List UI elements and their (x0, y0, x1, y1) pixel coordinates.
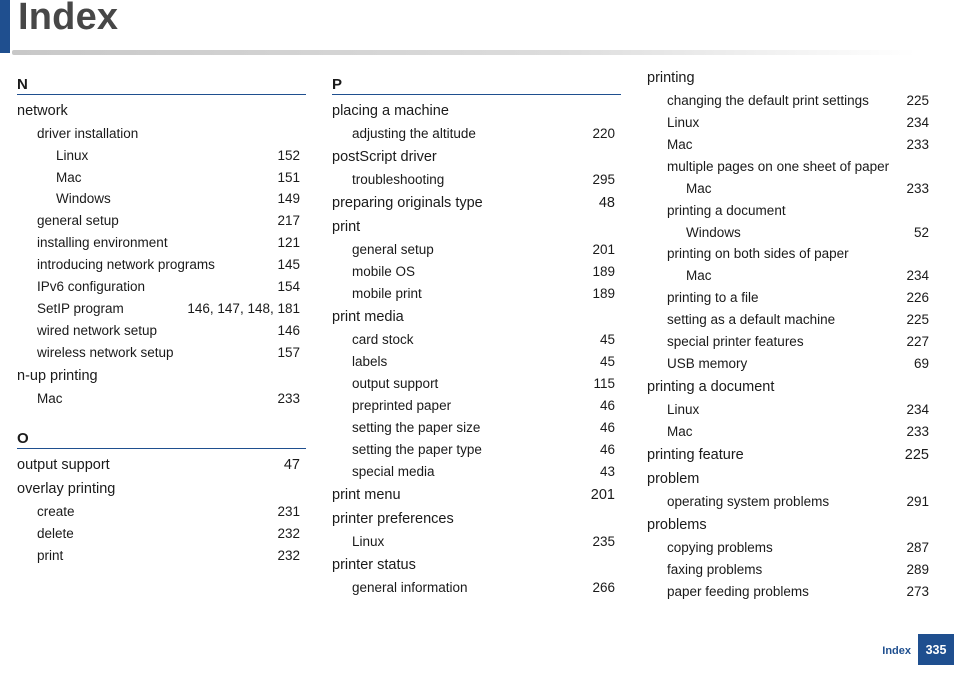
index-subentry (647, 156, 930, 178)
index-page-ref: 47 (283, 456, 300, 473)
index-page-ref: 146, 147, 148, 181 (187, 300, 300, 316)
index-term: printing a document (667, 202, 786, 218)
index-page-ref: 225 (906, 311, 929, 327)
index-term: faxing problems (667, 561, 763, 577)
index-page-ref: 289 (906, 561, 929, 577)
index-subentry (647, 421, 930, 443)
index-term: Mac (37, 390, 63, 406)
page-footer (882, 634, 954, 665)
index-term: mobile OS (352, 264, 416, 279)
index-subentry (647, 491, 930, 513)
index-entry (332, 305, 621, 329)
index-term: preparing originals type (332, 195, 483, 211)
index-subentry (332, 417, 621, 439)
index-term: paper feeding problems (667, 583, 809, 599)
index-page-ref: 151 (277, 169, 300, 185)
title-divider (12, 50, 916, 55)
index-page-ref: 217 (277, 212, 300, 228)
index-page-ref: 287 (906, 539, 929, 555)
index-subentry (17, 342, 306, 364)
index-term: Linux (56, 148, 89, 163)
index-entry (332, 553, 621, 577)
index-subentry (647, 581, 930, 603)
index-entry (17, 453, 306, 477)
index-entry (332, 191, 621, 215)
index-term: delete (37, 525, 74, 541)
index-letter-heading: P (332, 66, 621, 95)
index-page-ref: 225 (906, 93, 929, 108)
index-page-ref: 152 (277, 148, 300, 163)
index-page-ref: 232 (277, 547, 300, 563)
index-subentry (17, 210, 306, 232)
index-page-ref: 201 (590, 487, 615, 503)
page-title: Index (18, 0, 119, 38)
index-term: print (332, 219, 361, 235)
index-page-ref: 291 (906, 493, 929, 509)
index-page-ref: 43 (599, 464, 615, 479)
index-subentry (332, 373, 621, 395)
index-term: n-up printing (17, 367, 98, 384)
index-subentry (647, 222, 930, 244)
index-page-ref: 121 (277, 234, 300, 250)
index-page-ref: 45 (599, 332, 615, 347)
index-term: IPv6 configuration (37, 278, 146, 294)
index-term: postScript driver (332, 149, 437, 165)
index-subentry (332, 123, 621, 145)
index-subentry (17, 388, 306, 410)
index-term: Windows (56, 191, 111, 206)
index-subentry (332, 239, 621, 261)
index-term: print menu (332, 487, 401, 503)
index-term: card stock (352, 332, 414, 347)
index-subentry (332, 531, 621, 553)
index-subentry (647, 537, 930, 559)
index-page-ref: 266 (592, 580, 615, 595)
index-term: setting as a default machine (667, 311, 836, 327)
index-entry (332, 145, 621, 169)
index-subentry (332, 261, 621, 283)
index-term: print (37, 547, 64, 563)
index-page-ref: 233 (906, 137, 929, 152)
index-term: Mac (667, 423, 693, 439)
index-term: Linux (667, 115, 700, 130)
index-page-ref: 295 (592, 172, 615, 187)
index-entry (647, 66, 930, 90)
index-term: general setup (37, 212, 119, 228)
index-subentry (17, 167, 306, 189)
index-page-ref: 233 (906, 423, 929, 439)
index-term: Mac (56, 169, 82, 185)
index-term: mobile print (352, 286, 422, 301)
index-page-ref: 233 (906, 181, 929, 196)
index-term: introducing network programs (37, 256, 215, 272)
header-accent-bar (0, 0, 10, 53)
index-subentry (17, 545, 306, 567)
index-subentry (647, 287, 930, 309)
index-term: wired network setup (37, 322, 158, 338)
index-subentry (647, 265, 930, 287)
index-subentry (332, 351, 621, 373)
index-page-ref: 226 (906, 289, 929, 305)
index-subentry (647, 200, 930, 222)
footer-section-label: Index (882, 644, 911, 657)
index-subentry (17, 501, 306, 523)
index-page-ref: 146 (277, 322, 300, 338)
index-term: output support (17, 456, 110, 473)
index-term: general information (352, 580, 468, 595)
index-entry (17, 99, 306, 123)
index-page-ref: 234 (906, 401, 929, 417)
index-term: special media (352, 464, 435, 479)
index-term: special printer features (667, 333, 804, 349)
index-subentry (17, 320, 306, 342)
index-entry (332, 483, 621, 507)
index-entry (647, 443, 930, 467)
index-subentry (332, 439, 621, 461)
index-term: problem (647, 470, 700, 487)
index-term: print media (332, 309, 404, 325)
index-entry (332, 215, 621, 239)
index-term: network (17, 103, 68, 119)
index-entry (17, 364, 306, 388)
index-subentry (332, 461, 621, 483)
index-subentry (647, 309, 930, 331)
index-page-ref: 234 (906, 115, 929, 130)
index-term: Mac (667, 137, 693, 152)
index-subentry (332, 577, 621, 599)
index-page-ref: 201 (592, 242, 615, 257)
index-entry (332, 507, 621, 531)
index-page-ref: 189 (592, 264, 615, 279)
index-term: driver installation (37, 126, 139, 141)
index-column-1 (17, 66, 306, 567)
index-term: SetIP program (37, 300, 124, 316)
index-term: printing a document (647, 378, 775, 395)
index-page-ref: 231 (277, 503, 300, 519)
index-page-ref: 45 (599, 354, 615, 369)
index-subentry (647, 112, 930, 134)
index-term: printing to a file (667, 289, 759, 305)
index-subentry (332, 329, 621, 351)
index-entry (647, 375, 930, 399)
index-term: Mac (686, 268, 712, 283)
index-entry (17, 477, 306, 501)
index-term: Linux (667, 401, 700, 417)
index-page-ref: 232 (277, 525, 300, 541)
index-term: general setup (352, 242, 434, 257)
index-subentry (17, 254, 306, 276)
index-subentry (17, 123, 306, 145)
index-term: preprinted paper (352, 398, 452, 413)
index-subentry (17, 298, 306, 320)
index-page-ref: 46 (599, 420, 615, 435)
index-term: USB memory (667, 355, 748, 371)
index-entry (647, 467, 930, 491)
index-term: placing a machine (332, 103, 449, 119)
index-term: printing on both sides of paper (667, 246, 849, 261)
index-subentry (647, 243, 930, 265)
index-page-ref: 235 (592, 534, 615, 549)
index-column-3 (647, 66, 930, 603)
index-page-ref: 149 (277, 191, 300, 206)
index-page-ref: 69 (913, 355, 929, 371)
index-term: output support (352, 376, 439, 391)
index-term: wireless network setup (37, 344, 174, 360)
index-subentry (17, 232, 306, 254)
index-term: setting the paper type (352, 442, 482, 457)
page-number-badge: 335 (918, 634, 954, 665)
index-term: printing (647, 70, 695, 86)
index-page-ref: 233 (277, 390, 300, 406)
section-spacer (17, 410, 306, 420)
index-letter-heading: O (17, 420, 306, 449)
index-page-ref: 46 (599, 398, 615, 413)
index-term: installing environment (37, 234, 168, 250)
index-subentry (332, 395, 621, 417)
index-subentry (332, 283, 621, 305)
index-page-ref: 52 (913, 224, 929, 240)
index-term: problems (647, 516, 707, 533)
index-page-ref: 48 (598, 195, 615, 211)
index-subentry (647, 353, 930, 375)
index-term: printer preferences (332, 511, 454, 527)
index-term: troubleshooting (352, 172, 445, 187)
index-term: copying problems (667, 539, 773, 555)
index-subentry (647, 331, 930, 353)
index-subentry (17, 523, 306, 545)
index-page-ref: 157 (277, 344, 300, 360)
index-subentry (17, 145, 306, 167)
index-page-ref: 227 (906, 333, 929, 349)
index-term: adjusting the altitude (352, 126, 476, 141)
index-page-ref: 145 (277, 256, 300, 272)
index-page-ref: 225 (904, 446, 929, 463)
index-entry (647, 513, 930, 537)
index-subentry (647, 559, 930, 581)
index-entry (332, 99, 621, 123)
index-term: overlay printing (17, 480, 116, 497)
index-subentry (647, 178, 930, 200)
index-term: printer status (332, 557, 416, 573)
index-term: Windows (686, 224, 741, 240)
index-column-2 (332, 66, 621, 599)
index-subentry (647, 399, 930, 421)
index-subentry (647, 134, 930, 156)
index-subentry (332, 169, 621, 191)
index-subentry (647, 90, 930, 112)
index-letter-heading: N (17, 66, 306, 95)
index-subentry (17, 188, 306, 210)
index-term: labels (352, 354, 388, 369)
index-page-ref: 273 (906, 583, 929, 599)
index-term: Mac (686, 181, 712, 196)
index-term: multiple pages on one sheet of paper (667, 159, 890, 174)
index-term: create (37, 503, 75, 519)
index-page-ref: 220 (592, 126, 615, 141)
index-page-ref: 46 (599, 442, 615, 457)
index-page-ref: 189 (592, 286, 615, 301)
index-page-ref: 154 (277, 278, 300, 294)
index-term: changing the default print settings (667, 93, 869, 108)
index-term: setting the paper size (352, 420, 481, 435)
index-term: printing feature (647, 446, 744, 463)
index-page-ref: 115 (593, 376, 615, 391)
index-term: operating system problems (667, 493, 830, 509)
index-term: Linux (352, 534, 385, 549)
index-page-ref: 234 (906, 268, 929, 283)
index-subentry (17, 276, 306, 298)
